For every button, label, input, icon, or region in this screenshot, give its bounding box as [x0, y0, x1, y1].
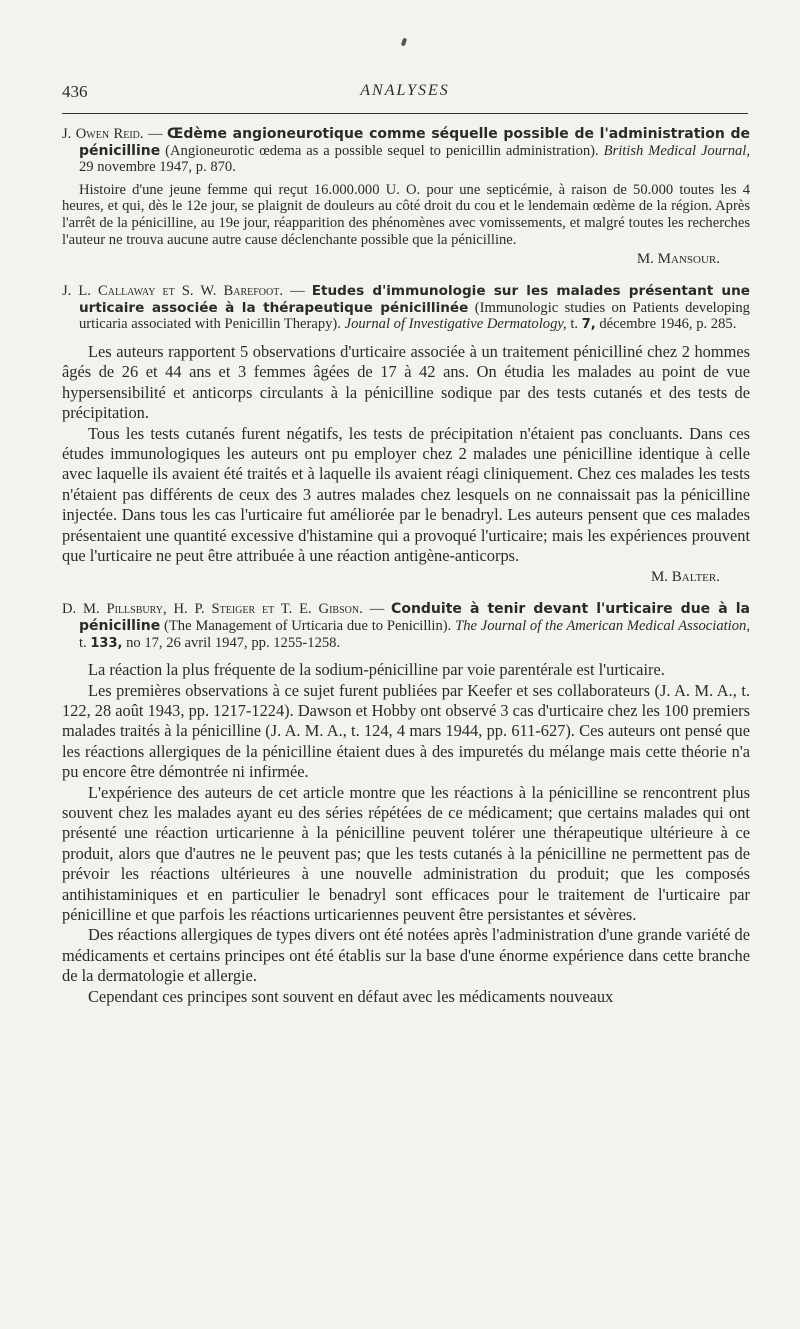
journal-name: Journal of Investigative Dermatology,: [344, 316, 567, 333]
volume-number: 133,: [90, 635, 123, 651]
abstract-entry-2: [62, 283, 750, 587]
article-title: Etudes d'immunologie sur les malades présentant une urticaire associée à la thérapeutique pénicillinée: [79, 283, 750, 316]
page-header: [62, 82, 748, 106]
article-title: Œdème angioneurotique comme séquelle possible de l'administration de pénicilline: [79, 126, 750, 159]
publication-details: 29 novembre 1947, p. 870.: [79, 159, 236, 176]
abstract-paragraph: Tous les tests cutanés furent négatifs, les tests de précipitation n'étaient pas concluants. Dans ces études immunologiques les auteurs ont pu employer chez 2 malades une pénicilline identique à celle avec laquelle ils avaient été traités et à laquelle ils avaient réagi cliniquement. Chez ces malades les tests n'étaient pas différents de ceux des 3 autres malades chez lesquels on ne connaissait pas la pénicilline injectée. Dans tous les cas l'urticaire fut améliorée par le benadryl. Les auteurs pensent que ces malades présentaient une quantité excessive d'histamine qui a provoqué l'urticaire; mais les expériences prouvent que l'urticaire ne peut être attribuée à une réaction antigène-anticorps.: [62, 423, 750, 565]
reference-line: [62, 283, 750, 334]
volume-prefix: t.: [79, 634, 87, 651]
abstract-entry-3: [62, 601, 750, 1007]
abstract-paragraph: La réaction la plus fréquente de la sodium-pénicilline par voie parentérale est l'urticaire.: [88, 660, 665, 680]
title-translation: (Angioneurotic œdema as a possible sequel to penicillin administration).: [165, 142, 599, 159]
dash: —: [369, 601, 385, 618]
journal-name: The Journal of the American Medical Association,: [455, 618, 750, 634]
abstract-entry-1: [62, 126, 750, 269]
reviewer-signature: M. Balter.: [650, 569, 720, 586]
header-rule: [62, 113, 748, 114]
article-column: [62, 126, 750, 1021]
authors: J. Owen Reid.: [62, 126, 144, 142]
dash: —: [148, 126, 163, 142]
authors: D. M. Pillsbury, H. P. Steiger et T. E. Gibson.: [62, 601, 363, 618]
title-translation: (Immunologic studies on Patients developing urticaria associated with Penicillin Therapy).: [79, 299, 750, 333]
abstract-paragraph: Les premières observations à ce sujet furent publiées par Keefer et ses collaborateurs (J. A. M. A., t. 122, 28 août 1943, pp. 1217-1224). Dawson et Hobby ont observé 3 cas d'urticaire chez les 100 premiers malades traités à la pénicilline (J. A. M. A., t. 124, 4 mars 1944, pp. 611-627). Ces auteurs ont pensé que les réactions allergiques de la pénicilline étaient dues à des impuretés du mélange mais cette théorie n'a pu encore être démontrée ni infirmée.: [62, 680, 751, 782]
reference-line: [62, 601, 750, 652]
authors: J. L. Callaway et S. W. Barefoot.: [62, 283, 283, 300]
volume-prefix: t.: [570, 316, 579, 333]
title-translation: (The Management of Urticaria due to Penicillin).: [164, 618, 452, 634]
journal-name: British Medical Journal,: [603, 142, 750, 159]
reference-line: [62, 126, 750, 176]
publication-details: no 17, 26 avril 1947, pp. 1255-1258.: [126, 634, 341, 651]
abstract-paragraph: Les auteurs rapportent 5 observations d'urticaire associée à un traitement pénicilliné chez 2 hommes âgés de 26 et 44 ans et 3 femmes âgées de 17 à 42 ans. On étudia les malades au point de vue hypersensibilité et anticorps circulants à la pénicilline sodique par des tests cutanés et des tests de précipitation.: [62, 341, 750, 423]
reviewer-signature: M. Mansour.: [636, 251, 720, 268]
abstract-paragraph: Histoire d'une jeune femme qui reçut 16.000.000 U. O. pour une septicémie, à raison de 50.000 toutes les 4 heures, et qui, dès le 12e jour, se plaignit de douleurs au côté droit du cou et le lendemain œdème de la région. Après l'arrêt de la pénicilline, au 19e jour, réapparition des phénomènes avec vomissements, et malgré toutes les recherches l'auteur ne trouva aucune autre cause déclenchante possible que la pénicilline.: [62, 181, 750, 248]
publication-details: décembre 1946, p. 285.: [599, 316, 737, 333]
running-title: ANALYSES: [360, 82, 450, 99]
volume-number: 7,: [581, 317, 596, 333]
page-number: 436: [62, 82, 88, 101]
ink-speck: [401, 38, 407, 47]
article-title: Conduite à tenir devant l'urticaire due à la pénicilline: [79, 601, 751, 634]
abstract-paragraph: L'expérience des auteurs de cet article montre que les réactions à la pénicilline se rencontrent plus souvent chez les malades ayant eu des séries répétées de ce médicament; que certains malades qui ont présenté une réaction urticarienne à la pénicilline peuvent tolérer une thérapeutique ultérieure à ce produit, alors que d'autres ne le peuvent pas; que les tests cutanés à la pénicilline ne permettent pas de prévoir les réactions ultérieures à une nouvelle administration du produit; que les composés antihistaminiques et en particulier le benadryl sont efficaces pour le traitement de l'urticaire par pénicilline et que parfois les réactions urticariennes peuvent être persistantes et sévères.: [62, 782, 750, 925]
abstract-paragraph: Cependant ces principes sont souvent en défaut avec les médicaments nouveaux: [88, 986, 614, 1006]
dash: —: [290, 283, 305, 300]
abstract-paragraph: Des réactions allergiques de types divers ont été notées après l'administration d'une grande variété de médicaments et certains principes ont été établis sur la base d'une énorme expérience dans cette branche de la dermatologie et allergie.: [62, 925, 750, 986]
